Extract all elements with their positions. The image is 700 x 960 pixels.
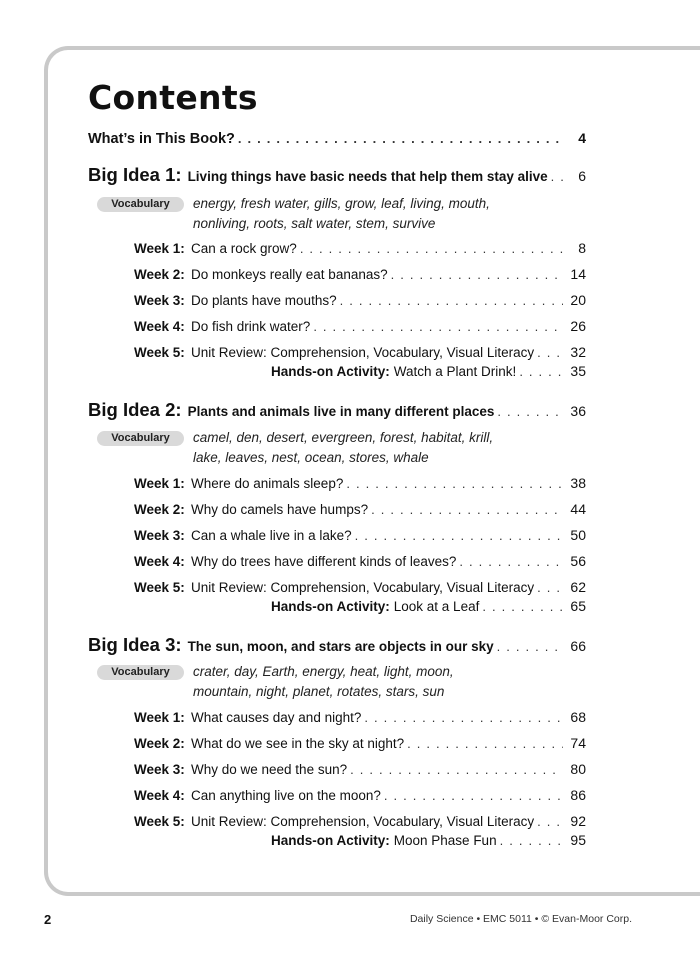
vocabulary-badge: Vocabulary [97, 431, 184, 446]
hands-on-title: Watch a Plant Drink! [393, 364, 517, 379]
footer-credit: Daily Science • EMC 5011 • © Evan-Moor Corp. [409, 913, 632, 925]
toc-entry-whats-in-book[interactable] [88, 130, 586, 147]
toc-page-number: 4 [578, 130, 586, 146]
week-title: Unit Review: Comprehension, Vocabulary, Visual Literacy [191, 814, 535, 829]
week-label: Week 2: [134, 736, 185, 751]
hands-on-entry[interactable] [271, 832, 586, 848]
vocabulary-list [193, 662, 513, 702]
dot-leader [537, 580, 563, 595]
week-entry[interactable] [134, 735, 586, 751]
big-idea-label: Big Idea 1: [88, 164, 182, 185]
toc-page-number: 32 [570, 344, 586, 360]
week-label: Week 3: [134, 293, 185, 308]
dot-leader [407, 736, 563, 751]
week-label: Week 1: [134, 476, 185, 491]
week-entry[interactable] [134, 240, 586, 256]
hands-on-label: Hands-on Activity: [271, 833, 390, 848]
week-label: Week 4: [134, 788, 185, 803]
week-entry[interactable] [134, 709, 586, 725]
dot-leader [391, 267, 563, 282]
week-title: Where do animals sleep? [191, 476, 344, 491]
toc-page-number: 35 [570, 363, 586, 379]
week-entry[interactable] [134, 266, 586, 282]
week-entry[interactable] [134, 761, 586, 777]
dot-leader [497, 639, 563, 654]
week-entry[interactable] [134, 292, 586, 308]
toc-page-number: 44 [570, 501, 586, 517]
toc-page-number: 66 [570, 638, 586, 654]
big-idea-3-heading[interactable] [88, 634, 586, 656]
dot-leader [340, 293, 563, 308]
toc-page-number: 26 [570, 318, 586, 334]
footer-page-number: 2 [44, 912, 52, 927]
week-title: What do we see in the sky at night? [191, 736, 405, 751]
vocabulary-badge: Vocabulary [97, 197, 184, 212]
week-entry[interactable] [134, 787, 586, 803]
dot-leader [459, 554, 563, 569]
week-title: What causes day and night? [191, 710, 362, 725]
big-idea-title: Plants and animals live in many different places [187, 404, 495, 419]
vocabulary-list [193, 194, 513, 234]
big-idea-label: Big Idea 3: [88, 634, 182, 655]
toc-page-number: 68 [570, 709, 586, 725]
week-label: Week 5: [134, 814, 185, 829]
dot-leader [371, 502, 563, 517]
dot-leader [551, 169, 563, 184]
week-label: Week 2: [134, 267, 185, 282]
toc-page-number: 80 [570, 761, 586, 777]
vocabulary-line: lake, leaves, nest, ocean, stores, whale [193, 450, 429, 465]
week-label: Week 3: [134, 528, 185, 543]
dot-leader [384, 788, 563, 803]
toc-page-number: 50 [570, 527, 586, 543]
hands-on-label: Hands-on Activity: [271, 599, 390, 614]
dot-leader [537, 345, 563, 360]
week-entry[interactable] [134, 527, 586, 543]
vocabulary-list [193, 428, 513, 468]
week-title: Why do we need the sun? [191, 762, 348, 777]
week-entry[interactable] [134, 344, 586, 360]
dot-leader [500, 833, 563, 848]
toc-page-number: 6 [578, 168, 586, 184]
hands-on-label: Hands-on Activity: [271, 364, 390, 379]
dot-leader [238, 131, 563, 146]
toc-page-number: 74 [570, 735, 586, 751]
toc-page-number: 95 [570, 832, 586, 848]
toc-page-number: 8 [578, 240, 586, 256]
dot-leader [346, 476, 563, 491]
big-idea-label: Big Idea 2: [88, 399, 182, 420]
big-idea-2-heading[interactable] [88, 399, 586, 421]
week-title: Can a rock grow? [191, 241, 297, 256]
week-title: Why do trees have different kinds of leaves? [191, 554, 457, 569]
week-title: Do plants have mouths? [191, 293, 337, 308]
toc-page-number: 86 [570, 787, 586, 803]
toc-page-number: 92 [570, 813, 586, 829]
vocabulary-line: mountain, night, planet, rotates, stars, sun [193, 684, 445, 699]
week-label: Week 4: [134, 319, 185, 334]
week-label: Week 1: [134, 710, 185, 725]
week-title: Why do camels have humps? [191, 502, 369, 517]
week-entry[interactable] [134, 813, 586, 829]
week-label: Week 3: [134, 762, 185, 777]
vocabulary-badge: Vocabulary [97, 665, 184, 680]
dot-leader [497, 404, 563, 419]
dot-leader [482, 599, 563, 614]
dot-leader [355, 528, 563, 543]
toc-entry-title: What’s in This Book? [88, 131, 235, 147]
week-title: Can a whale live in a lake? [191, 528, 352, 543]
week-title: Unit Review: Comprehension, Vocabulary, Visual Literacy [191, 580, 535, 595]
toc-page-number: 65 [570, 598, 586, 614]
hands-on-title: Look at a Leaf [393, 599, 480, 614]
week-entry[interactable] [134, 475, 586, 491]
page-title: Contents [88, 78, 258, 117]
week-title: Do fish drink water? [191, 319, 311, 334]
hands-on-entry[interactable] [271, 598, 586, 614]
vocabulary-line: energy, fresh water, gills, grow, leaf, living, mouth, [193, 196, 490, 211]
week-entry[interactable] [134, 501, 586, 517]
week-title: Can anything live on the moon? [191, 788, 381, 803]
toc-page-number: 36 [570, 403, 586, 419]
week-title: Do monkeys really eat bananas? [191, 267, 388, 282]
dot-leader [350, 762, 563, 777]
week-entry[interactable] [134, 579, 586, 595]
dot-leader [300, 241, 563, 256]
vocabulary-line: crater, day, Earth, energy, heat, light, moon, [193, 664, 454, 679]
toc-page-number: 38 [570, 475, 586, 491]
week-label: Week 1: [134, 241, 185, 256]
hands-on-entry[interactable] [271, 363, 586, 379]
dot-leader [519, 364, 563, 379]
dot-leader [313, 319, 563, 334]
week-entry[interactable] [134, 553, 586, 569]
dot-leader [364, 710, 563, 725]
week-entry[interactable] [134, 318, 586, 334]
week-label: Week 2: [134, 502, 185, 517]
toc-page-number: 56 [570, 553, 586, 569]
toc-page-number: 14 [570, 266, 586, 282]
toc-page-number: 20 [570, 292, 586, 308]
week-label: Week 5: [134, 580, 185, 595]
vocabulary-line: camel, den, desert, evergreen, forest, habitat, krill, [193, 430, 494, 445]
hands-on-title: Moon Phase Fun [393, 833, 497, 848]
toc-page-number: 62 [570, 579, 586, 595]
big-idea-1-heading[interactable] [88, 164, 586, 186]
week-label: Week 5: [134, 345, 185, 360]
dot-leader [537, 814, 563, 829]
big-idea-title: Living things have basic needs that help them stay alive [187, 169, 548, 184]
week-title: Unit Review: Comprehension, Vocabulary, Visual Literacy [191, 345, 535, 360]
week-label: Week 4: [134, 554, 185, 569]
vocabulary-line: nonliving, roots, salt water, stem, survive [193, 216, 436, 231]
big-idea-title: The sun, moon, and stars are objects in our sky [187, 639, 494, 654]
